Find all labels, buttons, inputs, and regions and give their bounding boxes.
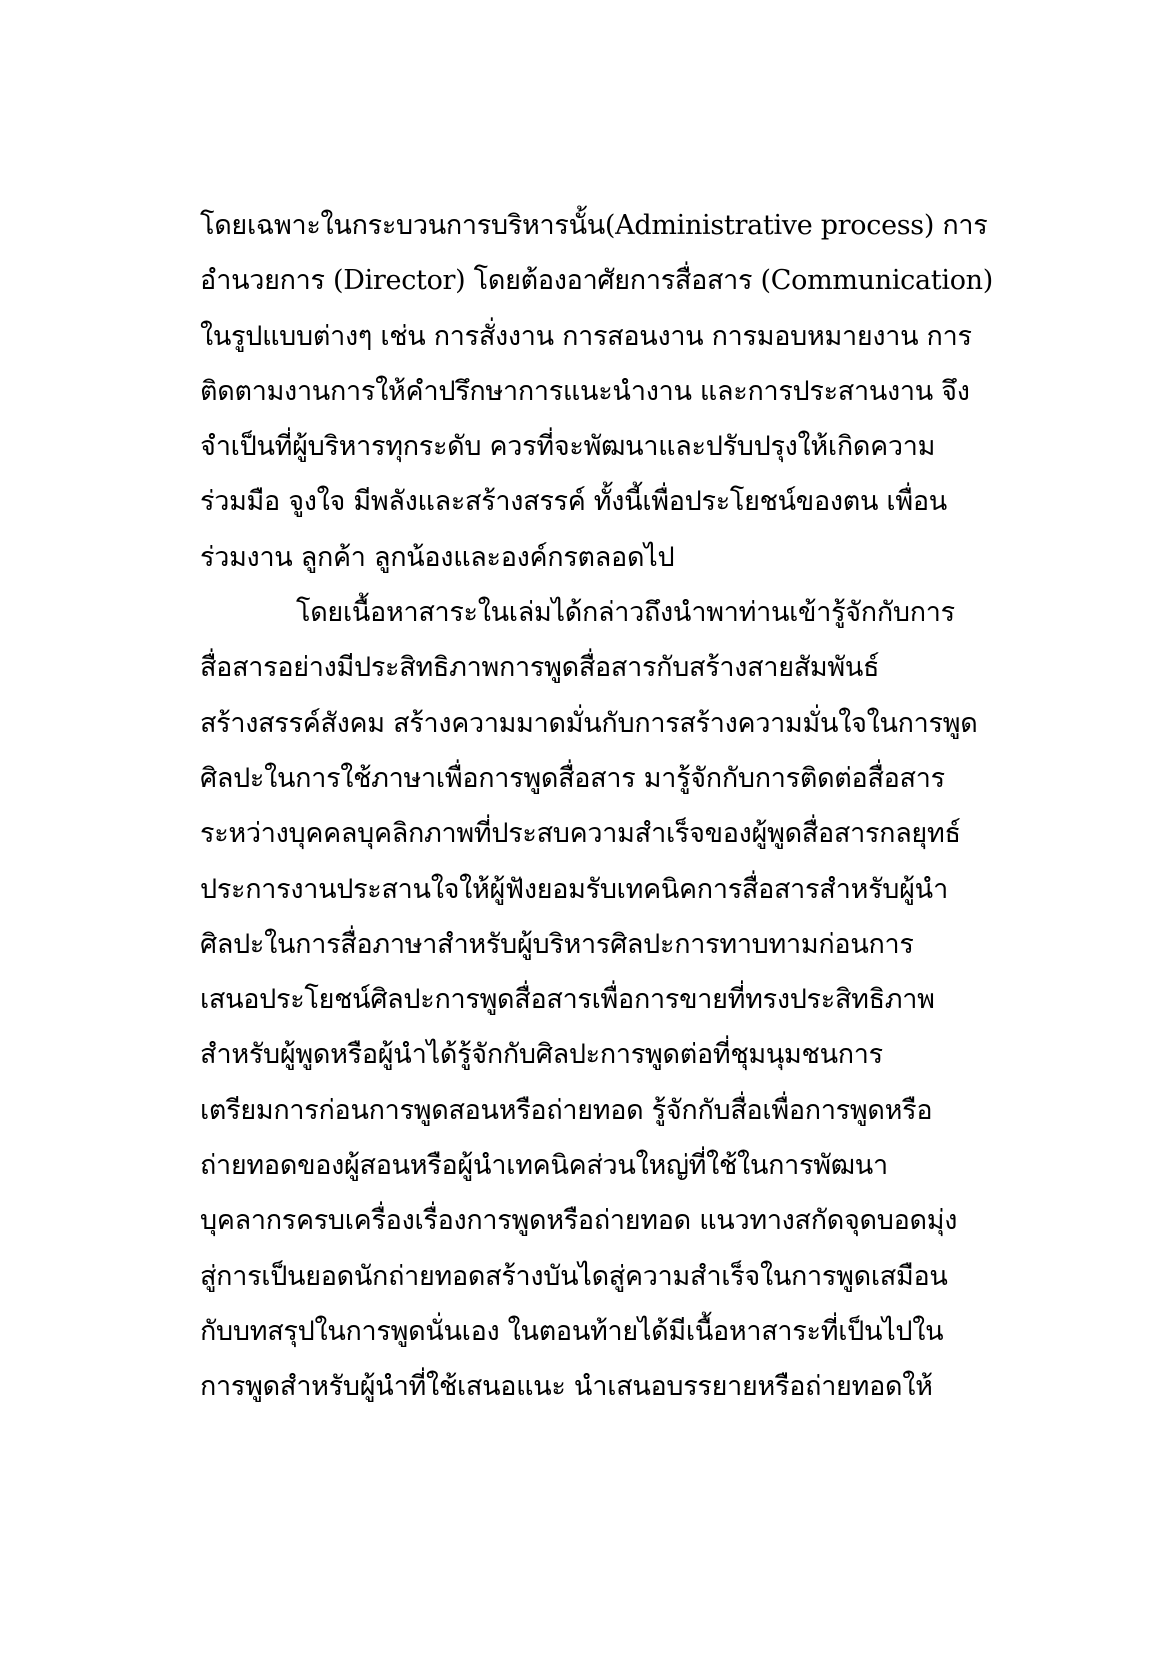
text-line: จำเป็นที่ผู้บริหารทุกระดับ ควรที่จะพัฒนาและปรับปรุงให้เกิดความ [200,431,936,463]
text-line: สื่อสารอย่างมีประสิทธิภาพการพูดสื่อสารกับสร้างสายสัมพันธ์ [200,652,880,684]
text-line: การพูดสำหรับผู้นำที่ใช้เสนอแนะ นำเสนอบรรยายหรือถ่ายทอดให้ [200,1371,933,1403]
text-line: โดยเฉพาะในกระบวนการบริหารนั้น(Administrative process) การ [200,210,988,241]
text-line: ศิลปะในการใช้ภาษาเพื่อการพูดสื่อสาร มารู้จักกับการติดต่อสื่อสาร [200,762,945,794]
text-line: สู่การเป็นยอดนักถ่ายทอดสร้างบันไดสู่ความสำเร็จในการพูดเสมือน [200,1260,948,1292]
text-line: ในรูปแบบต่างๆ เช่น การสั่งงาน การสอนงาน การมอบหมายงาน การ [200,320,972,352]
text-line: สร้างสรรค์สังคม สร้างความมาดมั่นกับการสร้างความมั่นใจในการพูด [200,707,978,739]
body-text [200,198,993,1415]
text-line: ประการงานประสานใจให้ผู้ฟังยอมรับเทคนิคการสื่อสารสำหรับผู้นำ [200,873,948,905]
text-line: เสนอประโยชน์ศิลปะการพูดสื่อสารเพื่อการขายที่ทรงประสิทธิภาพ [200,984,935,1016]
text-line: กับบทสรุปในการพูดนั่นเอง ในตอนท้ายได้มีเนื้อหาสาระที่เป็นไปใน [200,1315,944,1347]
text-line: สำหรับผู้พูดหรือผู้นำได้รู้จักกับศิลปะการพูดต่อที่ชุมนุมชนการ [200,1039,883,1071]
text-line: ศิลปะในการสื่อภาษาสำหรับผู้บริหารศิลปะการทาบทามก่อนการ [200,928,914,960]
text-line: บุคลากรครบเครื่องเรื่องการพูดหรือถ่ายทอด แนวทางสกัดจุดบอดมุ่ง [200,1205,958,1237]
paragraph-start-line: โดยเนื้อหาสาระในเล่มได้กล่าวถึงนำพาท่านเข้ารู้จักกับการ [296,597,955,629]
text-line: ถ่ายทอดของผู้สอนหรือผู้นำเทคนิคส่วนใหญ่ที่ใช้ในการพัฒนา [200,1150,888,1182]
text-line: ระหว่างบุคคลบุคลิกภาพที่ประสบความสำเร็จของผู้พูดสื่อสารกลยุทธ์ [200,818,961,850]
text-line: ร่วมมือ จูงใจ มีพลังและสร้างสรรค์ ทั้งนี้เพื่อประโยชน์ของตน เพื่อน [200,486,947,518]
text-line: อำนวยการ (Director) โดยต้องอาศัยการสื่อสาร (Communication) [200,265,993,297]
text-line: เตรียมการก่อนการพูดสอนหรือถ่ายทอด รู้จักกับสื่อเพื่อการพูดหรือ [200,1094,933,1126]
text-line: ติดตามงานการให้คำปรึกษาการแนะนำงาน และการประสานงาน จึง [200,375,970,407]
text-line: ร่วมงาน ลูกค้า ลูกน้องและองค์กรตลอดไป [200,541,675,573]
